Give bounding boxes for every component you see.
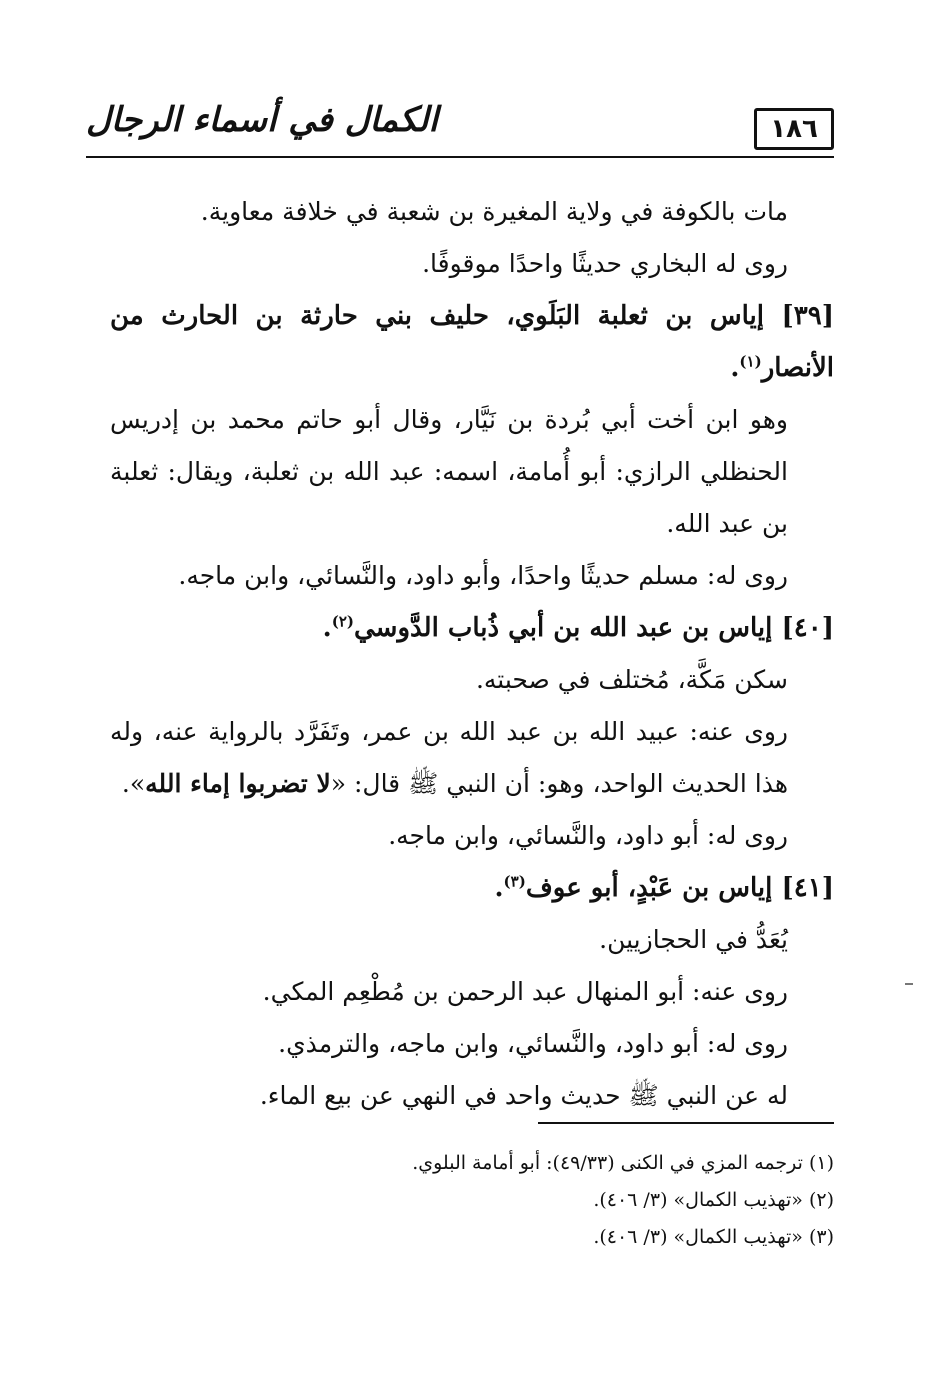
entry-number: [٤١] xyxy=(781,873,834,903)
footnote-2: (٢) «تهذيب الكمال» (٣/ ٤٠٦). xyxy=(593,1189,834,1211)
entry-number: [٣٩] xyxy=(781,301,834,331)
hadith-intro: روى عنه: عبيد الله بن عبد الله بن عمر، وتَفَرَّد بالرواية عنه، وله هذا الحديث الواحد، وهو: أن النبي ﷺ قال: « xyxy=(110,717,788,798)
hadith-text: لا تضربوا إماء الله xyxy=(145,769,331,798)
paragraph-narrators-40: روى له: أبو داود، والنَّسائي، وابن ماجه. xyxy=(388,821,788,850)
margin-mark xyxy=(905,983,913,985)
entry-end: . xyxy=(322,613,332,643)
paragraph-hadith-41: له عن النبي ﷺ حديث واحد في النهي عن بيع الماء. xyxy=(259,1081,788,1110)
entry-heading-40 xyxy=(110,602,834,654)
paragraph-region-41: يُعَدُّ في الحجازيين. xyxy=(599,925,788,954)
footnote-separator xyxy=(538,1122,834,1124)
footnote-ref: (٢) xyxy=(331,612,354,631)
paragraph-narrators-39: روى له: مسلم حديثًا واحدًا، وأبو داود، والنَّسائي، وابن ماجه. xyxy=(178,561,788,590)
footnote-1: (١) ترجمه المزي في الكنى (٤٩/٣٣): أبو أمامة البلوي. xyxy=(412,1152,834,1174)
page-number: ١٨٦ xyxy=(754,108,834,150)
paragraph-narrated-from-41: روى عنه: أبو المنهال عبد الرحمن بن مُطْعِم المكي. xyxy=(262,977,788,1006)
entry-end: . xyxy=(494,873,504,903)
footnote-ref: (٣) xyxy=(503,872,526,891)
entry-heading-41 xyxy=(110,862,834,914)
paragraph-narrators-41: روى له: أبو داود، والنَّسائي، وابن ماجه، والترمذي. xyxy=(278,1029,788,1058)
entry-number: [٤٠] xyxy=(781,613,834,643)
main-text xyxy=(110,186,834,1122)
header-rule xyxy=(86,156,834,158)
paragraph-narrated-by: روى له البخاري حديثًا واحدًا موقوفًا. xyxy=(422,249,788,278)
paragraph-hadith-40 xyxy=(110,706,834,810)
paragraph-death: مات بالكوفة في ولاية المغيرة بن شعبة في خلافة معاوية. xyxy=(200,197,788,226)
page-header xyxy=(86,94,834,160)
footnote-3: (٣) «تهذيب الكمال» (٣/ ٤٠٦). xyxy=(593,1226,834,1248)
book-title: الكمال في أسماء الرجال xyxy=(86,100,438,140)
entry-name: إياس بن ثعلبة البَلَوي، حليف بني حارثة بن الحارث من الأنصار xyxy=(110,301,834,383)
paragraph-bio-39: وهو ابن أخت أبي بُردة بن نَيَّار، وقال أبو حاتم محمد بن إدريس الحنظلي الرازي: أبو أُمامة، اسمه: عبد الله بن ثعلبة، ويقال: ثعلبة بن عبد الله. xyxy=(110,405,788,538)
hadith-close: ». xyxy=(121,769,146,798)
entry-heading-39 xyxy=(110,290,834,394)
paragraph-residence-40: سكن مَكَّة، مُختلف في صحبته. xyxy=(475,665,788,694)
entry-name: إياس بن عَبْدٍ، أبو عوف xyxy=(525,873,773,903)
footnote-ref: (١) xyxy=(739,352,762,371)
entry-name: إياس بن عبد الله بن أبي ذُباب الدَّوسي xyxy=(353,613,773,643)
entry-end: . xyxy=(730,353,740,383)
footnotes xyxy=(110,1145,834,1256)
